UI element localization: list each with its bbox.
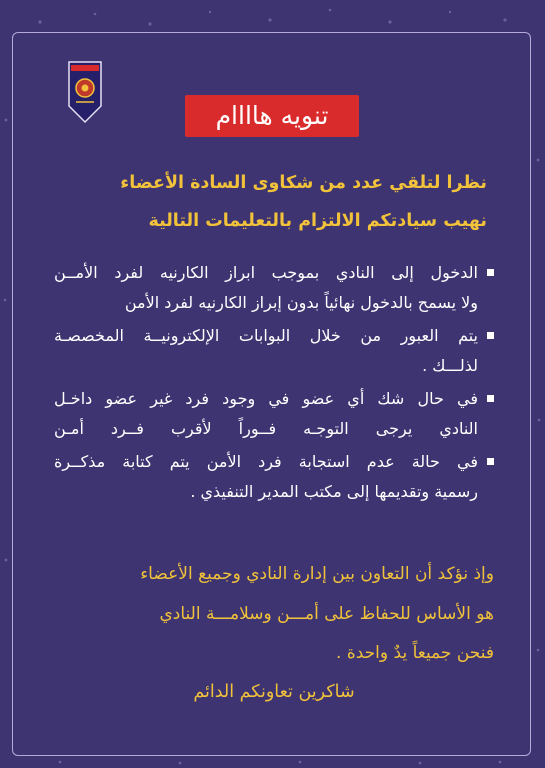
bullet-square-icon bbox=[487, 332, 494, 339]
closing-line-3: فنحن جميعاً يدٌ واحدة . bbox=[336, 643, 494, 663]
list-item-line: في حالة عدم استجابة فرد الأمن يتم كتابة مذكــرة bbox=[54, 452, 478, 471]
notice-banner: تنويه هاااام bbox=[185, 95, 359, 137]
list-item-line: رسمية وتقديمها إلى مكتب المدير التنفيذي . bbox=[190, 482, 478, 501]
list-item-line: ولا يسمح بالدخول نهائياً بدون إبراز الكارنيه لفرد الأمن bbox=[124, 293, 478, 312]
list-item-line: الدخول إلى النادي بموجب ابراز الكارنيه لفرد الأمــن bbox=[54, 263, 478, 282]
list-item bbox=[54, 321, 494, 381]
list-item-line: لذلـــك . bbox=[422, 356, 478, 375]
club-crest-icon bbox=[65, 58, 105, 126]
list-item-line: النادي يرجى التوجـه فــوراً لأقرب فــرد أمـن bbox=[54, 419, 478, 438]
closing-line-2: هو الأساس للحفاظ على أمـــن وسلامـــة النادي bbox=[159, 604, 494, 624]
list-item bbox=[54, 258, 494, 318]
thanks-line: شاكرين تعاونكم الدائم bbox=[193, 682, 355, 702]
list-item-line: يتم العبور من خلال البوابات الإلكترونيــة المخصصـة bbox=[54, 326, 478, 345]
instructions-list bbox=[54, 258, 494, 510]
bullet-square-icon bbox=[487, 269, 494, 276]
bullet-square-icon bbox=[487, 395, 494, 402]
intro-line-2: نهيب سيادتكم الالتزام بالتعليمات التالية bbox=[148, 211, 487, 231]
intro-line-1: نظرا لتلقي عدد من شكاوى السادة الأعضاء bbox=[120, 173, 487, 193]
closing-line-1: وإذ نؤكد أن التعاون بين إدارة النادي وجميع الأعضاء bbox=[140, 564, 494, 584]
list-item-line: في حال شك أي عضو في وجود فرد غير عضو داخـل bbox=[54, 389, 478, 408]
list-item bbox=[54, 384, 494, 444]
list-item bbox=[54, 447, 494, 507]
bullet-square-icon bbox=[487, 458, 494, 465]
